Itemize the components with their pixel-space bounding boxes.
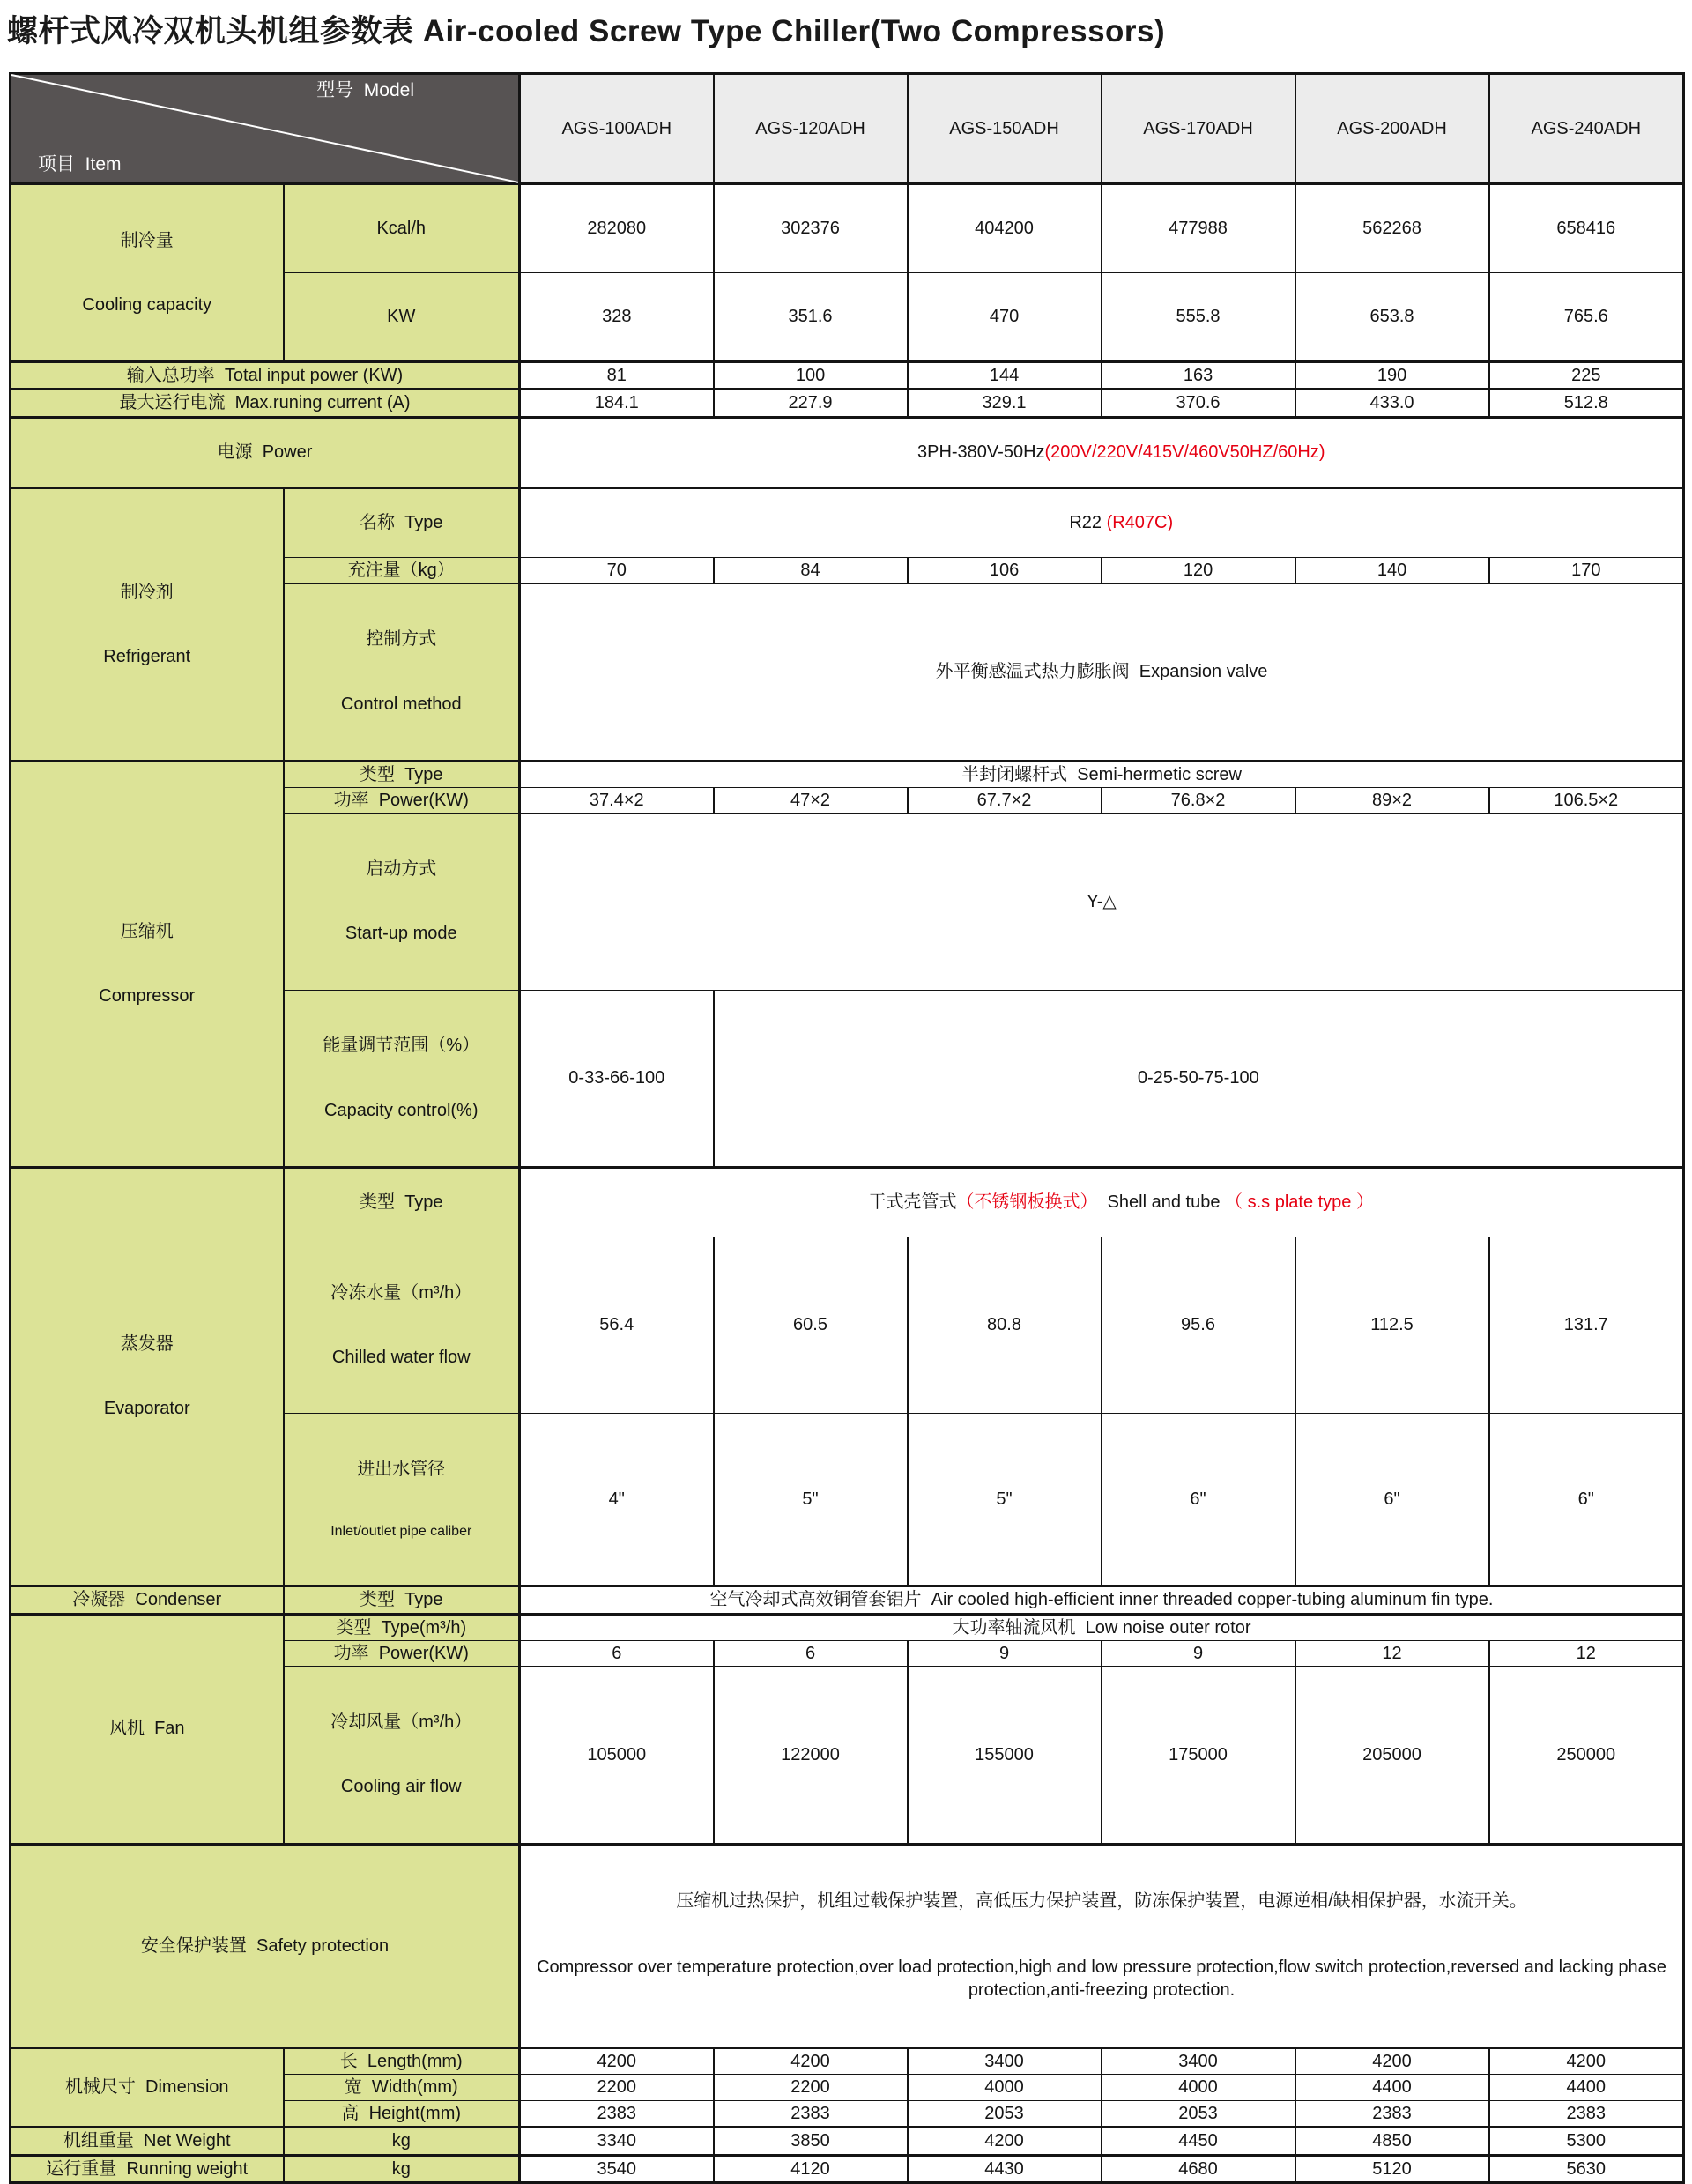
label-compressor-type: 类型 Type <box>284 761 520 787</box>
data-cell: 3850 <box>714 2128 908 2155</box>
data-cell: 12 <box>1489 1641 1684 1667</box>
power-supply-value: 3PH-380V-50Hz(200V/220V/415V/460V50HZ/60Hz) <box>520 417 1684 487</box>
control-method-value: 外平衡感温式热力膨胀阀 Expansion valve <box>520 583 1684 761</box>
label-input-power: 输入总功率 Total input power (KW) <box>11 362 520 390</box>
data-cell: 2053 <box>908 2100 1102 2127</box>
refrigerant-red-note: (R407C) <box>1106 513 1174 533</box>
corner-model-label: 型号 Model <box>316 80 415 100</box>
label-refrigerant-charge: 充注量（kg） <box>284 558 520 583</box>
label-chilled-water-flow: 冷冻水量（m³/h） Chilled water flow <box>284 1237 520 1413</box>
safety-value: 压缩机过热保护，机组过载保护装置，高低压力保护装置，防冻保护装置，电源逆相/缺相保护器，水流开关。 Compressor over temperature protection,over load protection,high and low pressure protection,flow switch protection,reversed and lacking phase protection,anti-freezing protection. <box>520 1844 1684 2047</box>
data-cell: 6 <box>520 1641 714 1667</box>
data-cell: 175000 <box>1102 1667 1295 1844</box>
data-cell: 433.0 <box>1295 390 1489 417</box>
data-cell: 67.7×2 <box>908 788 1102 813</box>
data-cell: 4200 <box>908 2128 1102 2155</box>
data-cell: 3340 <box>520 2128 714 2155</box>
data-cell: 100 <box>714 362 908 390</box>
label-running-weight: 运行重量 Running weight <box>11 2155 284 2182</box>
data-cell: 89×2 <box>1295 788 1489 813</box>
row-length <box>11 2047 1684 2074</box>
data-cell: 144 <box>908 362 1102 390</box>
data-cell: 2200 <box>520 2075 714 2100</box>
data-cell: 329.1 <box>908 390 1102 417</box>
model-header: AGS-170ADH <box>1102 74 1295 184</box>
label-condenser-type: 类型 Type <box>284 1586 520 1614</box>
data-cell: 95.6 <box>1102 1237 1295 1413</box>
data-cell: 4450 <box>1102 2128 1295 2155</box>
data-cell: 4" <box>520 1414 714 1586</box>
label-fan: 风机 Fan <box>11 1614 284 1844</box>
data-cell: 765.6 <box>1489 273 1684 362</box>
data-cell: 4000 <box>1102 2075 1295 2100</box>
data-cell: 370.6 <box>1102 390 1295 417</box>
data-cell: 4200 <box>714 2047 908 2074</box>
data-cell: 4000 <box>908 2075 1102 2100</box>
data-cell: 120 <box>1102 558 1295 583</box>
data-cell: 2383 <box>520 2100 714 2127</box>
data-cell: 6" <box>1295 1414 1489 1586</box>
data-cell: 562268 <box>1295 183 1489 272</box>
data-cell: 4120 <box>714 2155 908 2182</box>
data-cell: 131.7 <box>1489 1237 1684 1413</box>
row-power-supply <box>11 417 1684 487</box>
data-cell: 60.5 <box>714 1237 908 1413</box>
data-cell: 4850 <box>1295 2128 1489 2155</box>
data-cell: 5" <box>908 1414 1102 1586</box>
data-cell: 190 <box>1295 362 1489 390</box>
label-condenser: 冷凝器 Condenser <box>11 1586 284 1614</box>
data-cell: 12 <box>1295 1641 1489 1667</box>
capacity-control-first: 0-33-66-100 <box>520 990 714 1167</box>
data-cell: 106.5×2 <box>1489 788 1684 813</box>
data-cell: 6" <box>1102 1414 1295 1586</box>
refrigerant-type-value: R22 (R407C) <box>520 488 1684 558</box>
row-max-current <box>11 390 1684 417</box>
data-cell: 4400 <box>1489 2075 1684 2100</box>
row-compressor-type <box>11 761 1684 787</box>
data-cell: 6 <box>714 1641 908 1667</box>
data-cell: 9 <box>908 1641 1102 1667</box>
data-cell: 328 <box>520 273 714 362</box>
label-refrigerant-type: 名称 Type <box>284 488 520 558</box>
data-cell: 4430 <box>908 2155 1102 2182</box>
model-header: AGS-150ADH <box>908 74 1102 184</box>
row-cooling-kcal <box>11 183 1684 272</box>
capacity-control-rest: 0-25-50-75-100 <box>714 990 1684 1167</box>
data-cell: 4400 <box>1295 2075 1489 2100</box>
label-refrigerant: 制冷剂 Refrigerant <box>11 488 284 761</box>
label-dimension: 机械尺寸 Dimension <box>11 2047 284 2127</box>
label-cooling-air-flow: 冷却风量（m³/h） Cooling air flow <box>284 1667 520 1844</box>
data-cell: 5120 <box>1295 2155 1489 2182</box>
row-safety <box>11 1844 1684 2047</box>
data-cell: 658416 <box>1489 183 1684 272</box>
data-cell: 205000 <box>1295 1667 1489 1844</box>
label-running-weight-unit: kg <box>284 2155 520 2182</box>
data-cell: 5" <box>714 1414 908 1586</box>
data-cell: 2383 <box>1295 2100 1489 2127</box>
corner-cell <box>11 74 520 184</box>
data-cell: 4200 <box>1295 2047 1489 2074</box>
label-net-weight-unit: kg <box>284 2128 520 2155</box>
row-evaporator-type <box>11 1167 1684 1237</box>
label-compressor-power: 功率 Power(KW) <box>284 788 520 813</box>
data-cell: 351.6 <box>714 273 908 362</box>
data-cell: 106 <box>908 558 1102 583</box>
data-cell: 250000 <box>1489 1667 1684 1844</box>
model-header: AGS-120ADH <box>714 74 908 184</box>
label-cooling-capacity: 制冷量 Cooling capacity <box>11 183 284 361</box>
label-evaporator: 蒸发器 Evaporator <box>11 1167 284 1586</box>
label-control-method: 控制方式 Control method <box>284 583 520 761</box>
data-cell: 140 <box>1295 558 1489 583</box>
data-cell: 9 <box>1102 1641 1295 1667</box>
data-cell: 3540 <box>520 2155 714 2182</box>
data-cell: 163 <box>1102 362 1295 390</box>
label-kcal: Kcal/h <box>284 183 520 272</box>
label-height: 高 Height(mm) <box>284 2100 520 2127</box>
data-cell: 170 <box>1489 558 1684 583</box>
label-length: 长 Length(mm) <box>284 2047 520 2074</box>
evaporator-red-note-zh: （不锈钢板换式） <box>956 1192 1098 1213</box>
evaporator-type-value: 干式壳管式（不锈钢板换式） Shell and tube （ s.s plate type ） <box>520 1167 1684 1237</box>
model-header: AGS-200ADH <box>1295 74 1489 184</box>
data-cell: 5630 <box>1489 2155 1684 2182</box>
data-cell: 4200 <box>1489 2047 1684 2074</box>
data-cell: 155000 <box>908 1667 1102 1844</box>
fan-type-value: 大功率轴流风机 Low noise outer rotor <box>520 1614 1684 1640</box>
data-cell: 225 <box>1489 362 1684 390</box>
data-cell: 3400 <box>908 2047 1102 2074</box>
data-cell: 4200 <box>520 2047 714 2074</box>
label-net-weight: 机组重量 Net Weight <box>11 2128 284 2155</box>
label-safety: 安全保护装置 Safety protection <box>11 1844 520 2047</box>
data-cell: 282080 <box>520 183 714 272</box>
data-cell: 2383 <box>714 2100 908 2127</box>
data-cell: 105000 <box>520 1667 714 1844</box>
data-cell: 76.8×2 <box>1102 788 1295 813</box>
data-cell: 56.4 <box>520 1237 714 1413</box>
corner-item-label: 项目 Item <box>38 154 122 175</box>
label-compressor: 压缩机 Compressor <box>11 761 284 1167</box>
label-fan-type: 类型 Type(m³/h) <box>284 1614 520 1640</box>
data-cell: 122000 <box>714 1667 908 1844</box>
data-cell: 84 <box>714 558 908 583</box>
row-running-weight <box>11 2155 1684 2182</box>
row-condenser <box>11 1586 1684 1614</box>
label-kw: KW <box>284 273 520 362</box>
label-capacity-control: 能量调节范围（%） Capacity control(%) <box>284 990 520 1167</box>
row-net-weight <box>11 2128 1684 2155</box>
data-cell: 470 <box>908 273 1102 362</box>
data-cell: 37.4×2 <box>520 788 714 813</box>
condenser-type-value: 空气冷却式高效铜管套铝片 Air cooled high-efficient inner threaded copper-tubing aluminum fin type. <box>520 1586 1684 1614</box>
data-cell: 302376 <box>714 183 908 272</box>
page-title: 螺杆式风冷双机头机组参数表 Air-cooled Screw Type Chiller(Two Compressors) <box>7 14 1166 48</box>
data-cell: 4680 <box>1102 2155 1295 2182</box>
data-cell: 80.8 <box>908 1237 1102 1413</box>
data-cell: 477988 <box>1102 183 1295 272</box>
label-startup-mode: 启动方式 Start-up mode <box>284 813 520 990</box>
data-cell: 70 <box>520 558 714 583</box>
label-max-current: 最大运行电流 Max.runing current (A) <box>11 390 520 417</box>
data-cell: 81 <box>520 362 714 390</box>
data-cell: 512.8 <box>1489 390 1684 417</box>
data-cell: 2383 <box>1489 2100 1684 2127</box>
spec-table <box>9 72 1685 2184</box>
label-power-supply: 电源 Power <box>11 417 520 487</box>
data-cell: 6" <box>1489 1414 1684 1586</box>
model-header: AGS-100ADH <box>520 74 714 184</box>
data-cell: 653.8 <box>1295 273 1489 362</box>
data-cell: 404200 <box>908 183 1102 272</box>
data-cell: 5300 <box>1489 2128 1684 2155</box>
power-supply-red-note: (200V/220V/415V/460V50HZ/60Hz) <box>1044 442 1325 463</box>
data-cell: 112.5 <box>1295 1237 1489 1413</box>
label-pipe-caliber: 进出水管径 Inlet/outlet pipe caliber <box>284 1414 520 1586</box>
data-cell: 184.1 <box>520 390 714 417</box>
data-cell: 2200 <box>714 2075 908 2100</box>
label-width: 宽 Width(mm) <box>284 2075 520 2100</box>
row-input-power <box>11 362 1684 390</box>
data-cell: 3400 <box>1102 2047 1295 2074</box>
row-fan-type <box>11 1614 1684 1640</box>
label-fan-power: 功率 Power(KW) <box>284 1641 520 1667</box>
evaporator-red-note-en: （ s.s plate type ） <box>1225 1192 1374 1213</box>
model-header: AGS-240ADH <box>1489 74 1684 184</box>
startup-mode-value: Y-△ <box>520 813 1684 990</box>
table-header-row <box>11 74 1684 184</box>
compressor-type-value: 半封闭螺杆式 Semi-hermetic screw <box>520 761 1684 787</box>
data-cell: 227.9 <box>714 390 908 417</box>
row-refrigerant-type <box>11 488 1684 558</box>
data-cell: 2053 <box>1102 2100 1295 2127</box>
data-cell: 555.8 <box>1102 273 1295 362</box>
label-evaporator-type: 类型 Type <box>284 1167 520 1237</box>
data-cell: 47×2 <box>714 788 908 813</box>
